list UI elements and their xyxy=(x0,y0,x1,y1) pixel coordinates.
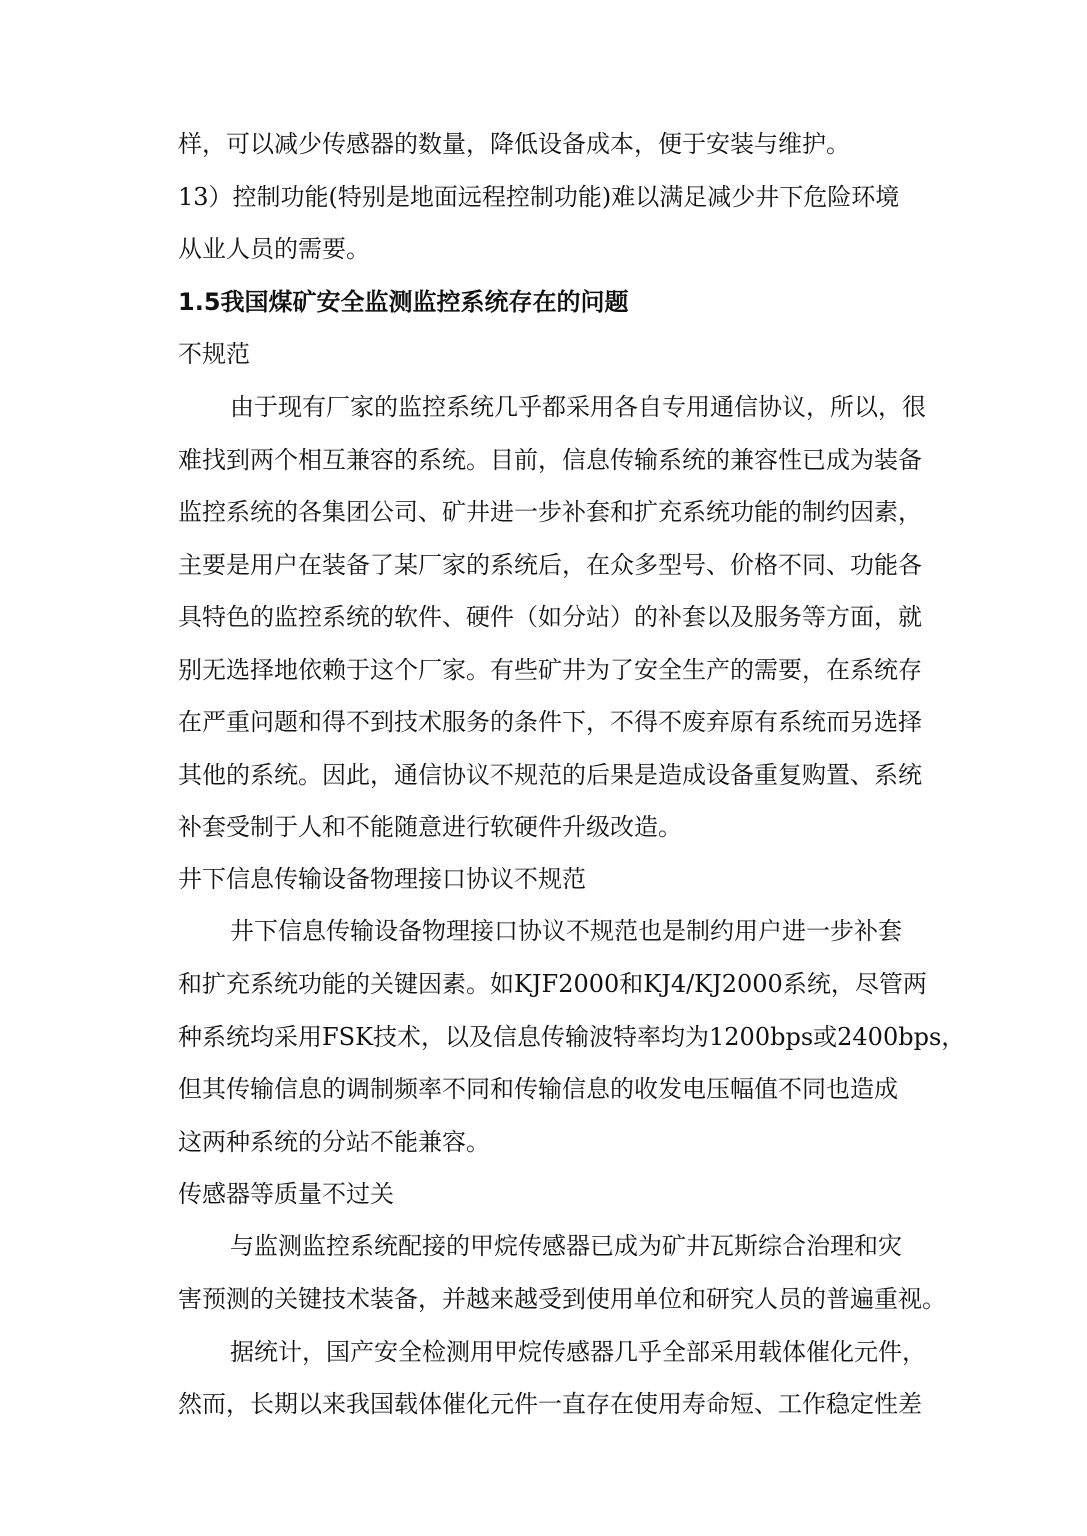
text-line: 具特色的监控系统的软件、硬件（如分站）的补套以及服务等方面，就 xyxy=(178,603,922,631)
paragraph-first-line: 井下信息传输设备物理接口协议不规范也是制约用户进一步补套 xyxy=(230,917,902,945)
text-line: 害预测的关键技术装备，并越来越受到使用单位和研究人员的普遍重视。 xyxy=(178,1285,946,1313)
text-line: 难找到两个相互兼容的系统。目前，信息传输系统的兼容性已成为装备 xyxy=(178,446,922,474)
text-line: 从业人员的需要。 xyxy=(178,235,370,263)
text-line: 这两种系统的分站不能兼容。 xyxy=(178,1128,490,1156)
text-line: 然而，长期以来我国载体催化元件一直存在使用寿命短、工作稳定性差 xyxy=(178,1390,922,1418)
text-line: 其他的系统。因此，通信协议不规范的后果是造成设备重复购置、系统 xyxy=(178,761,922,789)
paragraph-first-line: 据统计，国产安全检测用甲烷传感器几乎全部采用载体催化元件， xyxy=(230,1338,926,1366)
text-line: 主要是用户在装备了某厂家的系统后，在众多型号、价格不同、功能各 xyxy=(178,551,922,579)
text-line: 种系统均采用FSK技术，以及信息传输波特率均为1200bps或2400bps， xyxy=(178,1023,966,1051)
subheading: 不规范 xyxy=(178,340,250,368)
text-line: 13）控制功能(特别是地面远程控制功能)难以满足减少井下危险环境 xyxy=(178,183,900,211)
text-line: 和扩充系统功能的关键因素。如KJF2000和KJ4/KJ2000系统，尽管两 xyxy=(178,970,927,998)
text-line: 补套受制于人和不能随意进行软硬件升级改造。 xyxy=(178,813,682,841)
text-line: 在严重问题和得不到技术服务的条件下，不得不废弃原有系统而另选择 xyxy=(178,708,922,736)
text-line: 但其传输信息的调制频率不同和传输信息的收发电压幅值不同也造成 xyxy=(178,1075,898,1103)
paragraph-first-line: 由于现有厂家的监控系统几乎都采用各自专用通信协议，所以，很 xyxy=(230,393,926,421)
text-line: 样，可以减少传感器的数量，降低设备成本，便于安装与维护。 xyxy=(178,130,850,158)
paragraph-first-line: 与监测监控系统配接的甲烷传感器已成为矿井瓦斯综合治理和灾 xyxy=(230,1232,902,1260)
text-line: 监控系统的各集团公司、矿井进一步补套和扩充系统功能的制约因素， xyxy=(178,498,922,526)
section-heading: 1.5我国煤矿安全监测监控系统存在的问题 xyxy=(178,288,629,316)
text-line: 别无选择地依赖于这个厂家。有些矿井为了安全生产的需要，在系统存 xyxy=(178,656,922,684)
subheading: 传感器等质量不过关 xyxy=(178,1180,394,1208)
subheading: 井下信息传输设备物理接口协议不规范 xyxy=(178,865,586,893)
